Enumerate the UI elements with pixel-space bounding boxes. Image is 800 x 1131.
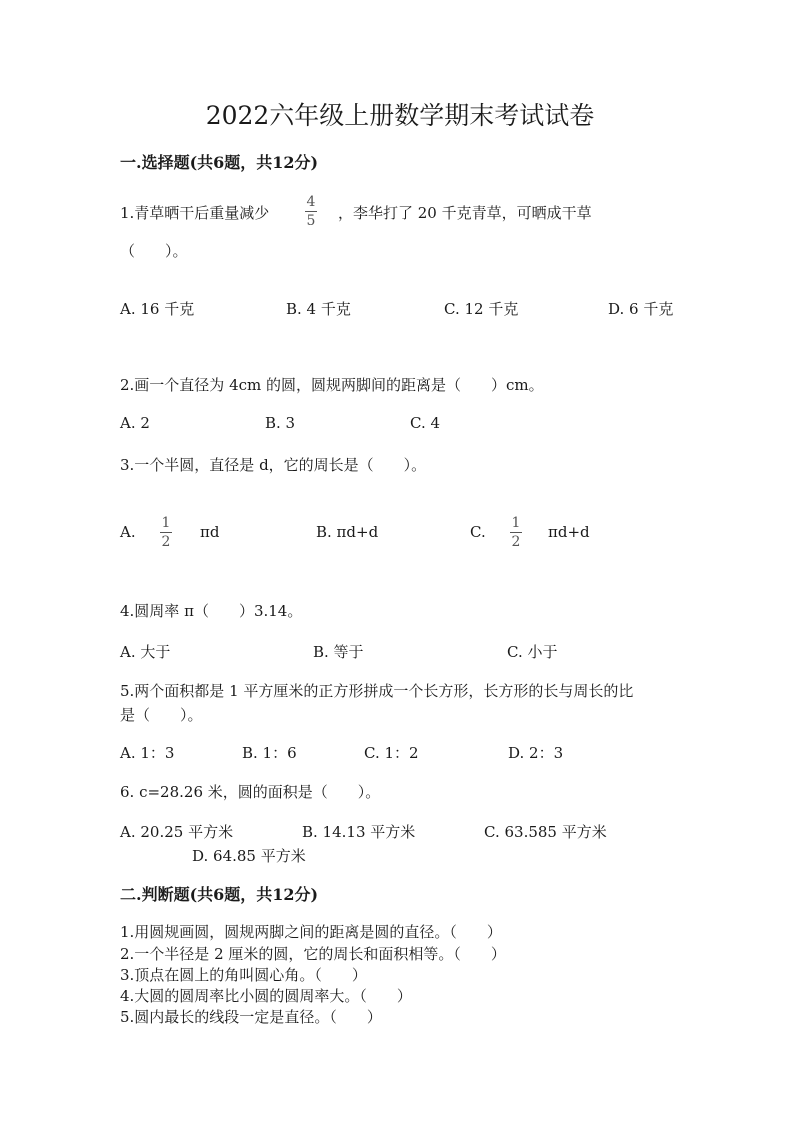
question-2-option-b: B. 3: [265, 414, 296, 432]
question-3-option-c-rest: πd+d: [548, 523, 590, 541]
fraction-denominator: 5: [306, 213, 316, 229]
fraction-denominator: 2: [161, 534, 171, 550]
question-5-option-a: A. 1：3: [120, 744, 175, 762]
question-1-text-after: ，李华打了 20 千克青草，可晒成干草: [338, 204, 592, 222]
question-3-option-c-label: C.: [470, 523, 486, 541]
judgement-item-5: 5.圆内最长的线段一定是直径。（ ）: [120, 1008, 382, 1026]
question-6-option-c: C. 63.585 平方米: [484, 823, 607, 841]
question-4-option-b: B. 等于: [313, 643, 364, 661]
question-3-option-c-fraction: [510, 515, 522, 550]
question-3-option-b: B. πd+d: [316, 523, 379, 541]
question-5-option-b: B. 1：6: [242, 744, 297, 762]
fraction-bar: [510, 532, 522, 533]
question-3-text: 3.一个半圆，直径是 d，它的周长是（ ）。: [120, 456, 427, 474]
question-4-option-c: C. 小于: [507, 643, 558, 661]
question-6-text: 6. c=28.26 米，圆的面积是（ ）。: [120, 783, 381, 801]
question-5-text-line1: 5.两个面积都是 1 平方厘米的正方形拼成一个长方形，长方形的长与周长的比: [120, 682, 634, 700]
question-3-option-a-label: A.: [120, 523, 136, 541]
question-5-text-line2: 是（ ）。: [120, 706, 203, 724]
fraction-denominator: 2: [511, 534, 521, 550]
judgement-item-1: 1.用圆规画圆，圆规两脚之间的距离是圆的直径。（ ）: [120, 923, 502, 941]
question-5-option-d: D. 2：3: [508, 744, 564, 762]
question-1-option-a: A. 16 千克: [120, 300, 195, 318]
question-6-option-b: B. 14.13 平方米: [302, 823, 416, 841]
question-1-option-c: C. 12 千克: [444, 300, 519, 318]
question-3-option-a-fraction: [160, 515, 172, 550]
question-5-option-c: C. 1：2: [364, 744, 419, 762]
question-1-text-before: 1.青草晒干后重量减少: [120, 204, 270, 222]
fraction-numerator: 4: [306, 194, 316, 210]
question-4-option-a: A. 大于: [120, 643, 171, 661]
judgement-item-3: 3.顶点在圆上的角叫圆心角。（ ）: [120, 966, 367, 984]
fraction-bar: [160, 532, 172, 533]
question-2-option-c: C. 4: [410, 414, 441, 432]
question-6-option-a: A. 20.25 平方米: [120, 823, 234, 841]
question-1-option-b: B. 4 千克: [286, 300, 351, 318]
judgement-item-4: 4.大圆的圆周率比小圆的圆周率大。（ ）: [120, 987, 412, 1005]
judgement-item-2: 2.一个半径是 2 厘米的圆，它的周长和面积相等。（ ）: [120, 945, 506, 963]
page-title: 2022六年级上册数学期末考试试卷: [205, 101, 595, 130]
section-heading-choice: 一.选择题(共6题，共12分): [120, 153, 319, 172]
question-4-text: 4.圆周率 π（ ）3.14。: [120, 602, 303, 620]
question-2-text: 2.画一个直径为 4cm 的圆，圆规两脚间的距离是（ ）cm。: [120, 376, 544, 394]
question-1-option-d: D. 6 千克: [608, 300, 674, 318]
question-6-option-d: D. 64.85 平方米: [192, 847, 306, 865]
fraction-numerator: 1: [511, 515, 521, 531]
section-heading-judgement: 二.判断题(共6题，共12分): [120, 885, 319, 904]
fraction-numerator: 1: [161, 515, 171, 531]
fraction-bar: [305, 211, 317, 212]
question-2-option-a: A. 2: [120, 414, 150, 432]
question-1-fraction: [305, 194, 317, 229]
question-1-text-line2: （ ）。: [120, 242, 188, 260]
question-3-option-a-rest: πd: [200, 523, 220, 541]
